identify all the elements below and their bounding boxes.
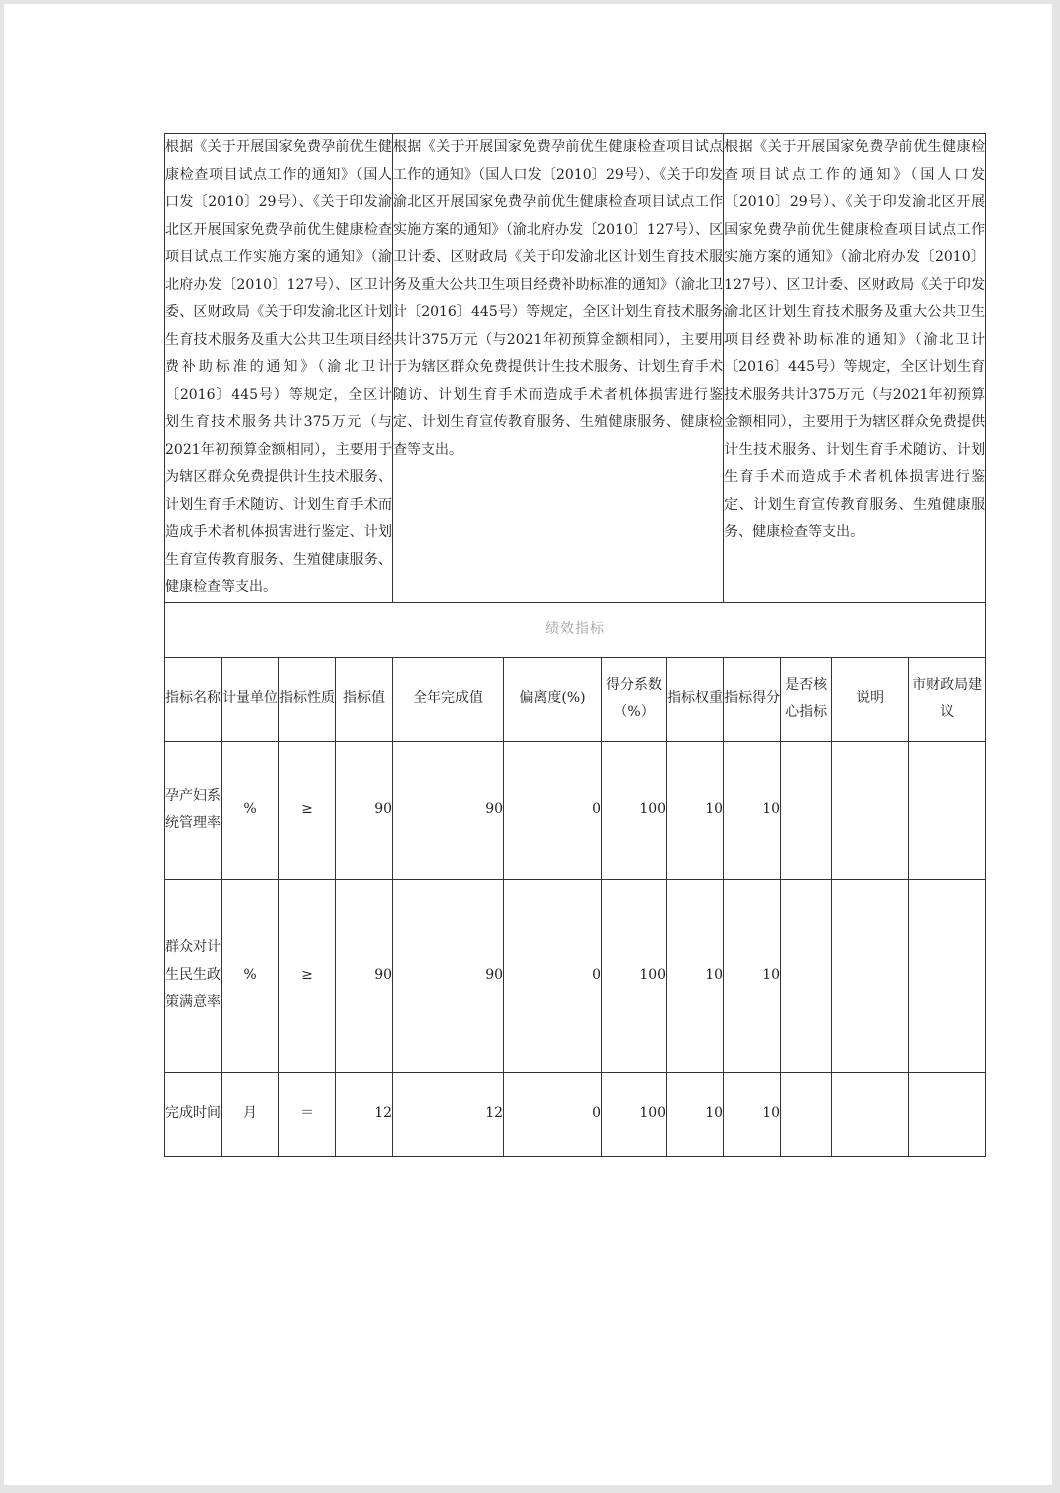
unit-cell: % [222,741,279,879]
score-cell: 10 [724,1072,781,1156]
header-actual: 全年完成值 [393,657,504,741]
weight-cell: 10 [667,1072,724,1156]
score-cell: 10 [724,741,781,879]
table-row [165,1072,986,1156]
deviation-cell: 0 [504,741,602,879]
unit-cell: 月 [222,1072,279,1156]
section-title: 绩效指标 [165,602,986,657]
note-cell [832,879,909,1072]
core-cell [781,1072,832,1156]
nature-cell: ＝ [279,1072,336,1156]
coef-cell: 100 [602,741,667,879]
unit-cell: % [222,879,279,1072]
performance-table [164,133,986,1157]
actual-cell: 90 [393,741,504,879]
header-suggestion: 市财政局建议 [909,657,986,741]
deviation-cell: 0 [504,1072,602,1156]
suggestion-cell [909,879,986,1072]
nature-cell: ≥ [279,879,336,1072]
header-coef: 得分系数（%） [602,657,667,741]
deviation-cell: 0 [504,879,602,1072]
indicator-name: 孕产妇系统管理率 [165,741,222,879]
header-row [165,657,986,741]
header-deviation: 偏离度(%) [504,657,602,741]
suggestion-cell [909,741,986,879]
indicator-name: 群众对计生民生政策满意率 [165,879,222,1072]
actual-cell: 12 [393,1072,504,1156]
header-core: 是否核心指标 [781,657,832,741]
description-cell-1: 根据《关于开展国家免费孕前优生健康检查项目试点工作的通知》（国人口发〔2010〕29号）、《关于印发渝北区开展国家免费孕前优生健康检查项目试点工作实施方案的通知》（渝北府办发〔2010〕127号）、区卫计委、区财政局《关于印发渝北区计划生育技术服务及重大公共卫生项目经费补助标准的通知》（渝北卫计〔2016〕445号）等规定，全区计划生育技术服务共计375万元（与2021年初预算金额相同），主要用于为辖区群众免费提供计生技术服务、计划生育手术随访、计划生育手术而造成手术者机体损害进行鉴定、计划生育宣传教育服务、生殖健康服务、健康检查等支出。 [165,134,393,603]
core-cell [781,741,832,879]
value-cell: 12 [336,1072,393,1156]
header-note: 说明 [832,657,909,741]
coef-cell: 100 [602,879,667,1072]
note-cell [832,741,909,879]
nature-cell: ≥ [279,741,336,879]
core-cell [781,879,832,1072]
header-value: 指标值 [336,657,393,741]
table-row [165,741,986,879]
value-cell: 90 [336,879,393,1072]
description-row [165,134,986,603]
weight-cell: 10 [667,741,724,879]
indicator-name: 完成时间 [165,1072,222,1156]
actual-cell: 90 [393,879,504,1072]
section-title-row [165,602,986,657]
document-page [4,4,1052,1485]
weight-cell: 10 [667,879,724,1072]
suggestion-cell [909,1072,986,1156]
coef-cell: 100 [602,1072,667,1156]
value-cell: 90 [336,741,393,879]
note-cell [832,1072,909,1156]
header-score: 指标得分 [724,657,781,741]
header-name: 指标名称 [165,657,222,741]
header-weight: 指标权重 [667,657,724,741]
table-row [165,879,986,1072]
score-cell: 10 [724,879,781,1072]
description-cell-3: 根据《关于开展国家免费孕前优生健康检查项目试点工作的通知》（国人口发〔2010〕29号）、《关于印发渝北区开展国家免费孕前优生健康检查项目试点工作实施方案的通知》（渝北府办发〔2010〕127号）、区卫计委、区财政局《关于印发渝北区计划生育技术服务及重大公共卫生项目经费补助标准的通知》（渝北卫计〔2016〕445号）等规定，全区计划生育技术服务共计375万元（与2021年初预算金额相同），主要用于为辖区群众免费提供计生技术服务、计划生育手术随访、计划生育手术而造成手术者机体损害进行鉴定、计划生育宣传教育服务、生殖健康服务、健康检查等支出。 [724,134,986,603]
description-cell-2: 根据《关于开展国家免费孕前优生健康检查项目试点工作的通知》（国人口发〔2010〕29号）、《关于印发渝北区开展国家免费孕前优生健康检查项目试点工作实施方案的通知》（渝北府办发〔2010〕127号）、区卫计委、区财政局《关于印发渝北区计划生育技术服务及重大公共卫生项目经费补助标准的通知》（渝北卫计〔2016〕445号）等规定，全区计划生育技术服务共计375万元（与2021年初预算金额相同），主要用于为辖区群众免费提供计生技术服务、计划生育手术随访、计划生育手术而造成手术者机体损害进行鉴定、计划生育宣传教育服务、生殖健康服务、健康检查等支出。 [393,134,724,603]
header-unit: 计量单位 [222,657,279,741]
header-nature: 指标性质 [279,657,336,741]
